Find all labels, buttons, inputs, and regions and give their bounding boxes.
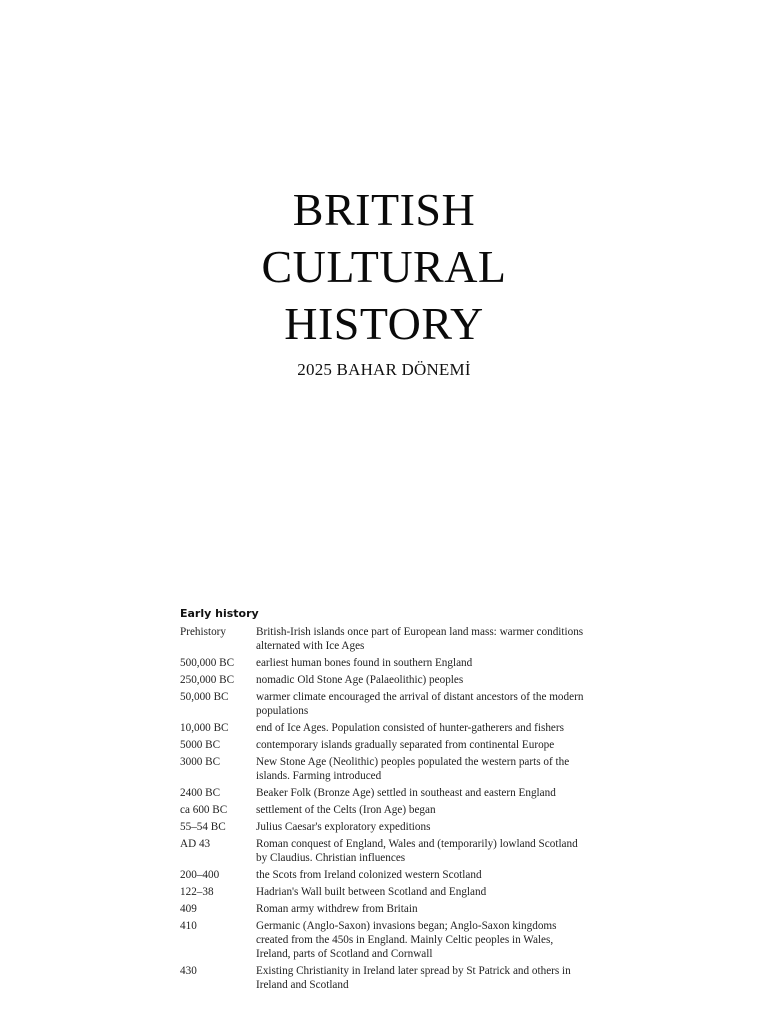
timeline-date: 10,000 BC (180, 722, 229, 734)
timeline-date: 55–54 BC (180, 821, 226, 833)
timeline-row (180, 964, 590, 992)
cover-subtitle: 2025 BAHAR DÖNEMİ (297, 360, 471, 379)
timeline-description: settlement of the Celts (Iron Age) began (256, 804, 436, 816)
timeline-description: Julius Caesar's exploratory expeditions (256, 821, 431, 833)
timeline-row (180, 902, 590, 916)
timeline-description: contemporary islands gradually separated from continental Europe (256, 739, 555, 751)
timeline-date: 410 (180, 920, 197, 932)
timeline-date: 500,000 BC (180, 657, 235, 669)
timeline-description: Beaker Folk (Bronze Age) settled in southeast and eastern England (256, 787, 556, 799)
cover-title (0, 181, 768, 352)
timeline-description: Hadrian's Wall built between Scotland and England (256, 886, 487, 898)
early-history-timeline (180, 606, 590, 995)
timeline-row (180, 837, 590, 865)
timeline-description: warmer climate encouraged the arrival of distant ancestors of the modern populations (256, 691, 584, 717)
timeline-description: Roman army withdrew from Britain (256, 903, 418, 915)
cover-title-line: CULTURAL (261, 241, 507, 292)
timeline-row (180, 755, 590, 783)
timeline-row (180, 919, 590, 961)
timeline-row (180, 673, 590, 687)
timeline-row (180, 820, 590, 834)
cover-title-line: BRITISH (292, 184, 476, 235)
timeline-row (180, 656, 590, 670)
timeline-row (180, 868, 590, 882)
timeline-date: ca 600 BC (180, 804, 228, 816)
timeline-row (180, 803, 590, 817)
timeline-description: Existing Christianity in Ireland later spread by St Patrick and others in Ireland and Scotland (256, 965, 571, 991)
timeline-description: Roman conquest of England, Wales and (temporarily) lowland Scotland by Claudius. Christian influences (256, 838, 578, 864)
timeline-row (180, 690, 590, 718)
timeline-row (180, 738, 590, 752)
timeline-row (180, 625, 590, 653)
timeline-description: the Scots from Ireland colonized western Scotland (256, 869, 482, 881)
timeline-date: Prehistory (180, 626, 226, 638)
timeline-heading: Early history (180, 607, 259, 620)
timeline-description: end of Ice Ages. Population consisted of hunter-gatherers and fishers (256, 722, 564, 734)
timeline-date: 409 (180, 903, 197, 915)
timeline-description: nomadic Old Stone Age (Palaeolithic) peoples (256, 674, 464, 686)
timeline-date: 200–400 (180, 869, 220, 881)
timeline-date: AD 43 (180, 838, 211, 850)
timeline-row (180, 721, 590, 735)
timeline-description: New Stone Age (Neolithic) peoples populated the western parts of the islands. Farming introduced (256, 756, 570, 782)
timeline-row (180, 786, 590, 800)
timeline-row (180, 885, 590, 899)
timeline-description: earliest human bones found in southern England (256, 657, 473, 669)
timeline-date: 122–38 (180, 886, 214, 898)
timeline-date: 3000 BC (180, 756, 221, 768)
timeline-date: 250,000 BC (180, 674, 235, 686)
timeline-date: 5000 BC (180, 739, 221, 751)
timeline-date: 430 (180, 965, 197, 977)
timeline-description: Germanic (Anglo-Saxon) invasions began; Anglo-Saxon kingdoms created from the 450s in England. Mainly Celtic peoples in Wales, Ireland, parts of Scotland and Cornwall (256, 920, 557, 960)
cover-title-line: HISTORY (284, 298, 484, 349)
timeline-date: 2400 BC (180, 787, 221, 799)
timeline-date: 50,000 BC (180, 691, 229, 703)
timeline-description: British-Irish islands once part of European land mass: warmer conditions alternated with Ice Ages (256, 626, 584, 652)
